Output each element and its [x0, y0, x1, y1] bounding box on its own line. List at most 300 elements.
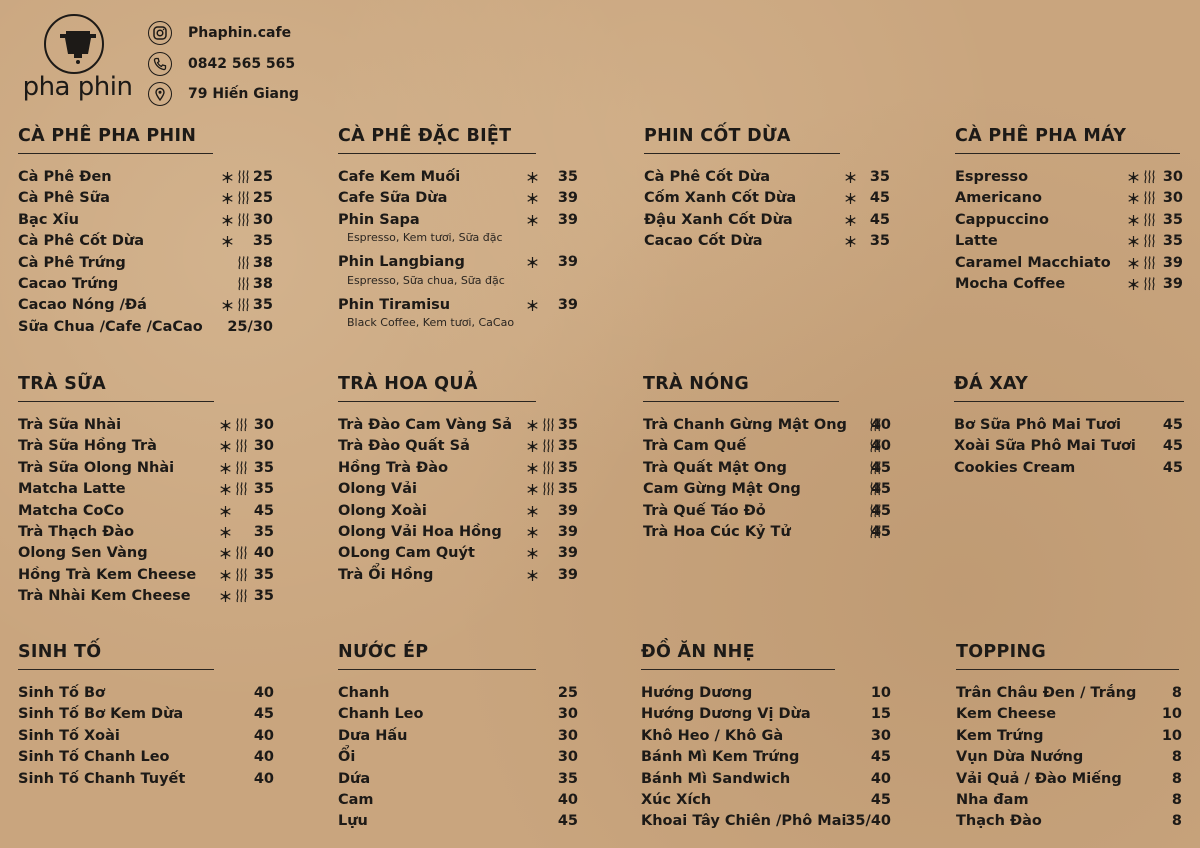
menu-item: [643, 479, 891, 500]
temperature-icons: [221, 210, 250, 231]
menu-item: [956, 769, 1182, 790]
item-price: 39: [557, 566, 578, 583]
item-name: Trà Nhài Kem Cheese: [18, 588, 191, 605]
menu-item: [338, 790, 578, 811]
snowflake-icon: [1127, 275, 1140, 293]
item-description: Espresso, Kem tươi, Sữa đặc: [347, 231, 503, 245]
steam-icon: [235, 437, 248, 455]
snowflake-icon: [221, 296, 234, 314]
item-name: Bơ Sữa Phô Mai Tươi: [954, 417, 1121, 433]
item-description: Espresso, Sữa chua, Sữa đặc: [347, 273, 505, 287]
temperature-icons: [526, 252, 542, 273]
item-price: 35: [253, 481, 274, 498]
item-name: Phin Tiramisu: [338, 296, 451, 313]
item-name: Chanh Leo: [338, 706, 424, 723]
menu-item: [955, 274, 1183, 295]
item-price: 8: [1171, 813, 1182, 830]
item-price: 45: [870, 523, 891, 540]
item-name: Matcha CoCo: [18, 502, 125, 519]
item-name: Cacao Trứng: [18, 275, 119, 292]
menu-item: [338, 295, 578, 316]
menu-item: [644, 167, 890, 188]
menu-item: [641, 811, 891, 832]
item-price: 39: [557, 190, 578, 207]
item-price: 30: [1162, 190, 1183, 207]
item-name: Trà Sữa Nhài: [18, 417, 122, 433]
item-name: Mocha Coffee: [955, 275, 1066, 292]
menu-item: [338, 747, 578, 768]
menu-item: [954, 415, 1183, 436]
snowflake-icon: [1127, 232, 1140, 250]
item-name: Olong Vải: [338, 481, 417, 498]
item-price: 8: [1171, 749, 1182, 766]
temperature-icons: [219, 458, 248, 479]
temperature-icons: [844, 167, 860, 188]
section-topping: [956, 640, 1182, 833]
instagram-handle[interactable]: Phaphin.cafe: [188, 25, 292, 41]
item-price: 39: [1162, 254, 1183, 271]
item-price: 39: [1162, 275, 1183, 292]
item-price: 35: [253, 459, 274, 476]
item-price: 38: [252, 254, 273, 271]
menu-item: [338, 683, 578, 704]
menu-item: [338, 726, 578, 747]
snowflake-icon: [526, 168, 539, 186]
item-name: Trà Đào Cam Vàng Sả: [338, 417, 512, 433]
menu-item: [956, 683, 1182, 704]
item-name: Trà Quất Mật Ong: [643, 459, 787, 476]
item-price: 30: [253, 417, 274, 433]
item-price: 35: [557, 417, 578, 433]
item-price: 45: [870, 791, 891, 808]
location-pin-icon: [148, 82, 172, 106]
menu-item: [338, 543, 578, 564]
item-name: Sinh Tố Xoài: [18, 727, 120, 744]
steam-icon: [542, 437, 555, 455]
item-price: 35: [869, 233, 890, 250]
section-do-an-nhe: [641, 640, 891, 833]
item-name: Olong Vải Hoa Hồng: [338, 523, 502, 540]
section-tra-nong: [643, 372, 891, 543]
item-name: Cà Phê Sữa: [18, 190, 110, 207]
item-price: 8: [1171, 791, 1182, 808]
section-tra-sua: [18, 372, 274, 608]
menu-item: [338, 252, 578, 273]
menu-item: [955, 167, 1183, 188]
menu-item: [338, 811, 578, 832]
menu-item: [643, 458, 891, 479]
menu-item: [18, 231, 273, 252]
menu-item: [644, 231, 890, 252]
menu-item: [18, 683, 274, 704]
item-price: 35: [557, 770, 578, 787]
item-price: 45: [253, 502, 274, 519]
item-name: Khoai Tây Chiên /Phô Mai: [641, 813, 847, 830]
item-price: 40: [870, 438, 891, 455]
item-name: Kem Cheese: [956, 706, 1057, 723]
section-divider: [338, 401, 536, 402]
item-price: 35: [557, 169, 578, 185]
item-price: 45: [869, 211, 890, 228]
item-price: 35: [252, 297, 273, 314]
item-name: Xoài Sữa Phô Mai Tươi: [954, 438, 1136, 455]
section-title: CÀ PHÊ PHA PHIN: [18, 126, 197, 146]
item-name: Bánh Mì Kem Trứng: [641, 749, 800, 766]
menu-item: [18, 522, 274, 543]
item-price: 40: [870, 417, 891, 433]
menu-item: [955, 253, 1183, 274]
temperature-icons: [1127, 210, 1156, 231]
item-price: 35: [253, 523, 274, 540]
snowflake-icon: [221, 168, 234, 186]
item-price: 35: [252, 233, 273, 250]
snowflake-icon: [219, 459, 232, 477]
snowflake-icon: [526, 566, 539, 584]
temperature-icons: [844, 210, 860, 231]
item-name: Caramel Macchiato: [955, 254, 1111, 271]
item-price: 8: [1171, 770, 1182, 787]
menu-item: [338, 210, 578, 231]
menu-item: [641, 726, 891, 747]
item-price: 45: [1162, 417, 1183, 433]
item-name: Phin Langbiang: [338, 254, 465, 271]
menu-item: [644, 210, 890, 231]
item-price: 30: [557, 727, 578, 744]
item-name: Bánh Mì Sandwich: [641, 770, 791, 787]
steam-icon: [235, 566, 248, 584]
item-price: 45: [870, 459, 891, 476]
section-title: PHIN CỐT DỪA: [644, 126, 791, 146]
menu-item: [18, 188, 273, 209]
item-name: Cam Gừng Mật Ong: [643, 481, 801, 498]
menu-item: [18, 295, 273, 316]
item-price: 45: [870, 502, 891, 519]
menu-item: [338, 167, 578, 188]
menu-item: [338, 704, 578, 725]
item-price: 30: [870, 727, 891, 744]
item-name: Trà Sữa Hồng Trà: [18, 438, 157, 455]
snowflake-icon: [219, 544, 232, 562]
brand-name: pha phin: [22, 72, 133, 102]
item-price: 40: [870, 770, 891, 787]
item-price: 35: [253, 588, 274, 605]
menu-item: [338, 501, 578, 522]
snowflake-icon: [221, 189, 234, 207]
section-phin-cot-dua: [644, 124, 890, 253]
menu-header: [0, 0, 1200, 115]
steam-icon: [237, 168, 250, 186]
menu-item: [955, 188, 1183, 209]
temperature-icons: [526, 210, 542, 231]
steam-icon: [237, 189, 250, 207]
item-name: Trà Hoa Cúc Kỷ Tử: [643, 523, 791, 540]
item-name: Cà Phê Cốt Dừa: [18, 233, 145, 250]
item-name: Olong Sen Vàng: [18, 545, 148, 562]
temperature-icons: [844, 231, 860, 252]
menu-item: [954, 436, 1183, 457]
temperature-icons: [1127, 188, 1156, 209]
menu-item: [641, 747, 891, 768]
menu-item: [18, 436, 274, 457]
item-name: Cà Phê Đen: [18, 169, 112, 185]
snowflake-icon: [844, 168, 857, 186]
temperature-icons: [221, 231, 237, 252]
menu-item: [643, 501, 891, 522]
item-name: Trân Châu Đen / Trắng: [956, 685, 1137, 701]
item-price: 25/30: [227, 318, 273, 335]
menu-item: [18, 704, 274, 725]
item-price: 39: [557, 296, 578, 313]
menu-item: [956, 726, 1182, 747]
menu-item: [18, 253, 273, 274]
section-divider: [338, 669, 536, 670]
menu-item: [18, 274, 273, 295]
menu-item: [18, 415, 274, 436]
item-name: Olong Xoài: [338, 502, 427, 519]
item-price: 39: [557, 211, 578, 228]
item-name: Trà Sữa Olong Nhài: [18, 459, 175, 476]
item-name: Trà Thạch Đào: [18, 523, 135, 540]
temperature-icons: [526, 188, 542, 209]
steam-icon: [542, 416, 555, 434]
contact-phone: [148, 51, 295, 77]
section-title: NƯỚC ÉP: [338, 642, 429, 662]
menu-item: [18, 543, 274, 564]
phone-icon: [148, 52, 172, 76]
item-name: Khô Heo / Khô Gà: [641, 727, 784, 744]
steam-icon: [1143, 168, 1156, 186]
section-divider: [18, 669, 214, 670]
item-name: Cacao Cốt Dừa: [644, 233, 763, 250]
item-name: Vải Quả / Đào Miếng: [956, 770, 1122, 787]
steam-icon: [1143, 275, 1156, 293]
item-price: 25: [252, 190, 273, 207]
snowflake-icon: [526, 459, 539, 477]
item-name: Cafe Sữa Dừa: [338, 190, 448, 207]
item-name: Cookies Cream: [954, 459, 1076, 476]
menu-item: [18, 210, 273, 231]
temperature-icons: [526, 565, 542, 586]
menu-item: [18, 317, 273, 338]
snowflake-icon: [844, 232, 857, 250]
item-price: 39: [557, 523, 578, 540]
section-ca-phe-pha-phin: [18, 124, 273, 338]
menu-item: [956, 790, 1182, 811]
item-price: 35: [253, 566, 274, 583]
item-price: 8: [1171, 685, 1182, 701]
menu-item: [18, 167, 273, 188]
item-name: Kem Trứng: [956, 727, 1044, 744]
item-name: Hướng Dương Vị Dừa: [641, 706, 811, 723]
item-name: Cà Phê Trứng: [18, 254, 126, 271]
steam-icon: [542, 480, 555, 498]
steam-icon: [235, 587, 248, 605]
temperature-icons: [1127, 167, 1156, 188]
item-price: 40: [557, 791, 578, 808]
menu-item: [644, 188, 890, 209]
menu-item: [956, 811, 1182, 832]
item-name: Cappuccino: [955, 211, 1049, 228]
item-name: Thạch Đào: [956, 813, 1042, 830]
steam-icon: [235, 544, 248, 562]
section-divider: [641, 669, 835, 670]
steam-icon: [1143, 189, 1156, 207]
section-title: TOPPING: [956, 642, 1047, 662]
section-divider: [643, 401, 839, 402]
item-price: 30: [252, 211, 273, 228]
temperature-icons: [1127, 231, 1156, 252]
section-title: TRÀ SỮA: [18, 374, 106, 394]
section-title: TRÀ NÓNG: [643, 374, 749, 394]
item-price: 45: [1162, 459, 1183, 476]
item-name: Sữa Chua /Cafe /CaCao: [18, 318, 203, 335]
temperature-icons: [219, 522, 235, 543]
temperature-icons: [219, 501, 235, 522]
snowflake-icon: [221, 232, 234, 250]
temperature-icons: [526, 501, 542, 522]
item-name: Cam: [338, 791, 374, 808]
temperature-icons: [526, 522, 542, 543]
item-name: Cà Phê Cốt Dừa: [644, 169, 771, 185]
menu-item: [641, 683, 891, 704]
temperature-icons: [526, 415, 555, 436]
item-price: 15: [870, 706, 891, 723]
section-title: TRÀ HOA QUẢ: [338, 374, 478, 394]
item-name: Trà Cam Quế: [643, 438, 747, 455]
temperature-icons: [1127, 274, 1156, 295]
item-price: 45: [557, 813, 578, 830]
temperature-icons: [526, 436, 555, 457]
section-divider: [18, 401, 214, 402]
steam-icon: [1143, 254, 1156, 272]
snowflake-icon: [844, 189, 857, 207]
temperature-icons: [526, 479, 555, 500]
item-name: Đậu Xanh Cốt Dừa: [644, 211, 793, 228]
item-name: Sinh Tố Chanh Tuyết: [18, 770, 186, 787]
snowflake-icon: [526, 211, 539, 229]
item-name: Hồng Trà Kem Cheese: [18, 566, 197, 583]
menu-item: [18, 769, 274, 790]
item-price: 35/40: [845, 813, 891, 830]
steam-icon: [1143, 211, 1156, 229]
snowflake-icon: [526, 416, 539, 434]
steam-icon: [235, 480, 248, 498]
temperature-icons: [221, 167, 250, 188]
item-name: Phin Sapa: [338, 211, 420, 228]
snowflake-icon: [526, 544, 539, 562]
menu-item: [956, 747, 1182, 768]
snowflake-icon: [219, 480, 232, 498]
item-name: Vụn Dừa Nướng: [956, 749, 1084, 766]
item-price: 39: [557, 545, 578, 562]
temperature-icons: [844, 188, 860, 209]
contact-instagram: [148, 20, 291, 46]
section-title: ĐỒ ĂN NHẸ: [641, 642, 755, 662]
item-name: Dứa: [338, 770, 371, 787]
item-price: 35: [557, 438, 578, 455]
steam-icon: [237, 275, 250, 293]
store-address[interactable]: 79 Hiến Giang: [188, 86, 299, 102]
item-price: 35: [1162, 211, 1183, 228]
menu-item: [338, 436, 578, 457]
temperature-icons: [219, 415, 248, 436]
section-nuoc-ep: [338, 640, 578, 833]
item-price: 35: [557, 481, 578, 498]
menu-item: [18, 479, 274, 500]
snowflake-icon: [526, 253, 539, 271]
section-ca-phe-pha-may: [955, 124, 1183, 295]
section-title: CÀ PHÊ ĐẶC BIỆT: [338, 126, 512, 146]
snowflake-icon: [526, 189, 539, 207]
temperature-icons: [221, 253, 250, 274]
section-da-xay: [954, 372, 1183, 479]
snowflake-icon: [219, 523, 232, 541]
item-name: Hướng Dương: [641, 685, 753, 701]
menu-item: [954, 458, 1183, 479]
item-price: 25: [252, 169, 273, 185]
item-price: 35: [869, 169, 890, 185]
item-name: Trà Đào Quất Sả: [338, 438, 470, 455]
item-price: 40: [253, 545, 274, 562]
snowflake-icon: [219, 437, 232, 455]
item-price: 25: [557, 685, 578, 701]
snowflake-icon: [1127, 189, 1140, 207]
menu-item: [338, 769, 578, 790]
item-name: OLong Cam Quýt: [338, 545, 475, 562]
snowflake-icon: [219, 416, 232, 434]
item-name: Dưa Hấu: [338, 727, 408, 744]
temperature-icons: [526, 167, 542, 188]
item-name: Cacao Nóng /Đá: [18, 297, 147, 314]
steam-icon: [237, 296, 250, 314]
item-name: Trà Quế Táo Đỏ: [643, 502, 766, 519]
menu-item: [338, 522, 578, 543]
menu-item: [338, 188, 578, 209]
section-title: ĐÁ XAY: [954, 374, 1029, 394]
section-divider: [955, 153, 1180, 154]
steam-icon: [237, 254, 250, 272]
steam-icon: [235, 416, 248, 434]
temperature-icons: [219, 479, 248, 500]
snowflake-icon: [219, 502, 232, 520]
steam-icon: [542, 459, 555, 477]
menu-item: [18, 458, 274, 479]
item-price: 30: [557, 706, 578, 723]
item-name: Ổi: [338, 749, 356, 766]
item-name: Sinh Tố Chanh Leo: [18, 749, 170, 766]
temperature-icons: [1127, 253, 1156, 274]
item-price: 40: [253, 749, 274, 766]
phone-number[interactable]: 0842 565 565: [188, 56, 296, 72]
menu-item: [643, 415, 891, 436]
item-price: 40: [253, 685, 274, 701]
menu-item: [18, 501, 274, 522]
item-name: Trà Ổi Hồng: [338, 566, 434, 583]
temperature-icons: [219, 436, 248, 457]
item-price: 39: [557, 502, 578, 519]
section-tra-hoa-qua: [338, 372, 578, 586]
temperature-icons: [221, 188, 250, 209]
item-price: 38: [252, 275, 273, 292]
menu-item: [338, 479, 578, 500]
item-price: 39: [557, 254, 578, 271]
item-price: 30: [253, 438, 274, 455]
item-name: Cafe Kem Muối: [338, 169, 461, 185]
snowflake-icon: [526, 296, 539, 314]
item-name: Chanh: [338, 685, 390, 701]
item-description: Black Coffee, Kem tươi, CaCao: [347, 315, 515, 329]
section-title: SINH TỐ: [18, 642, 102, 662]
